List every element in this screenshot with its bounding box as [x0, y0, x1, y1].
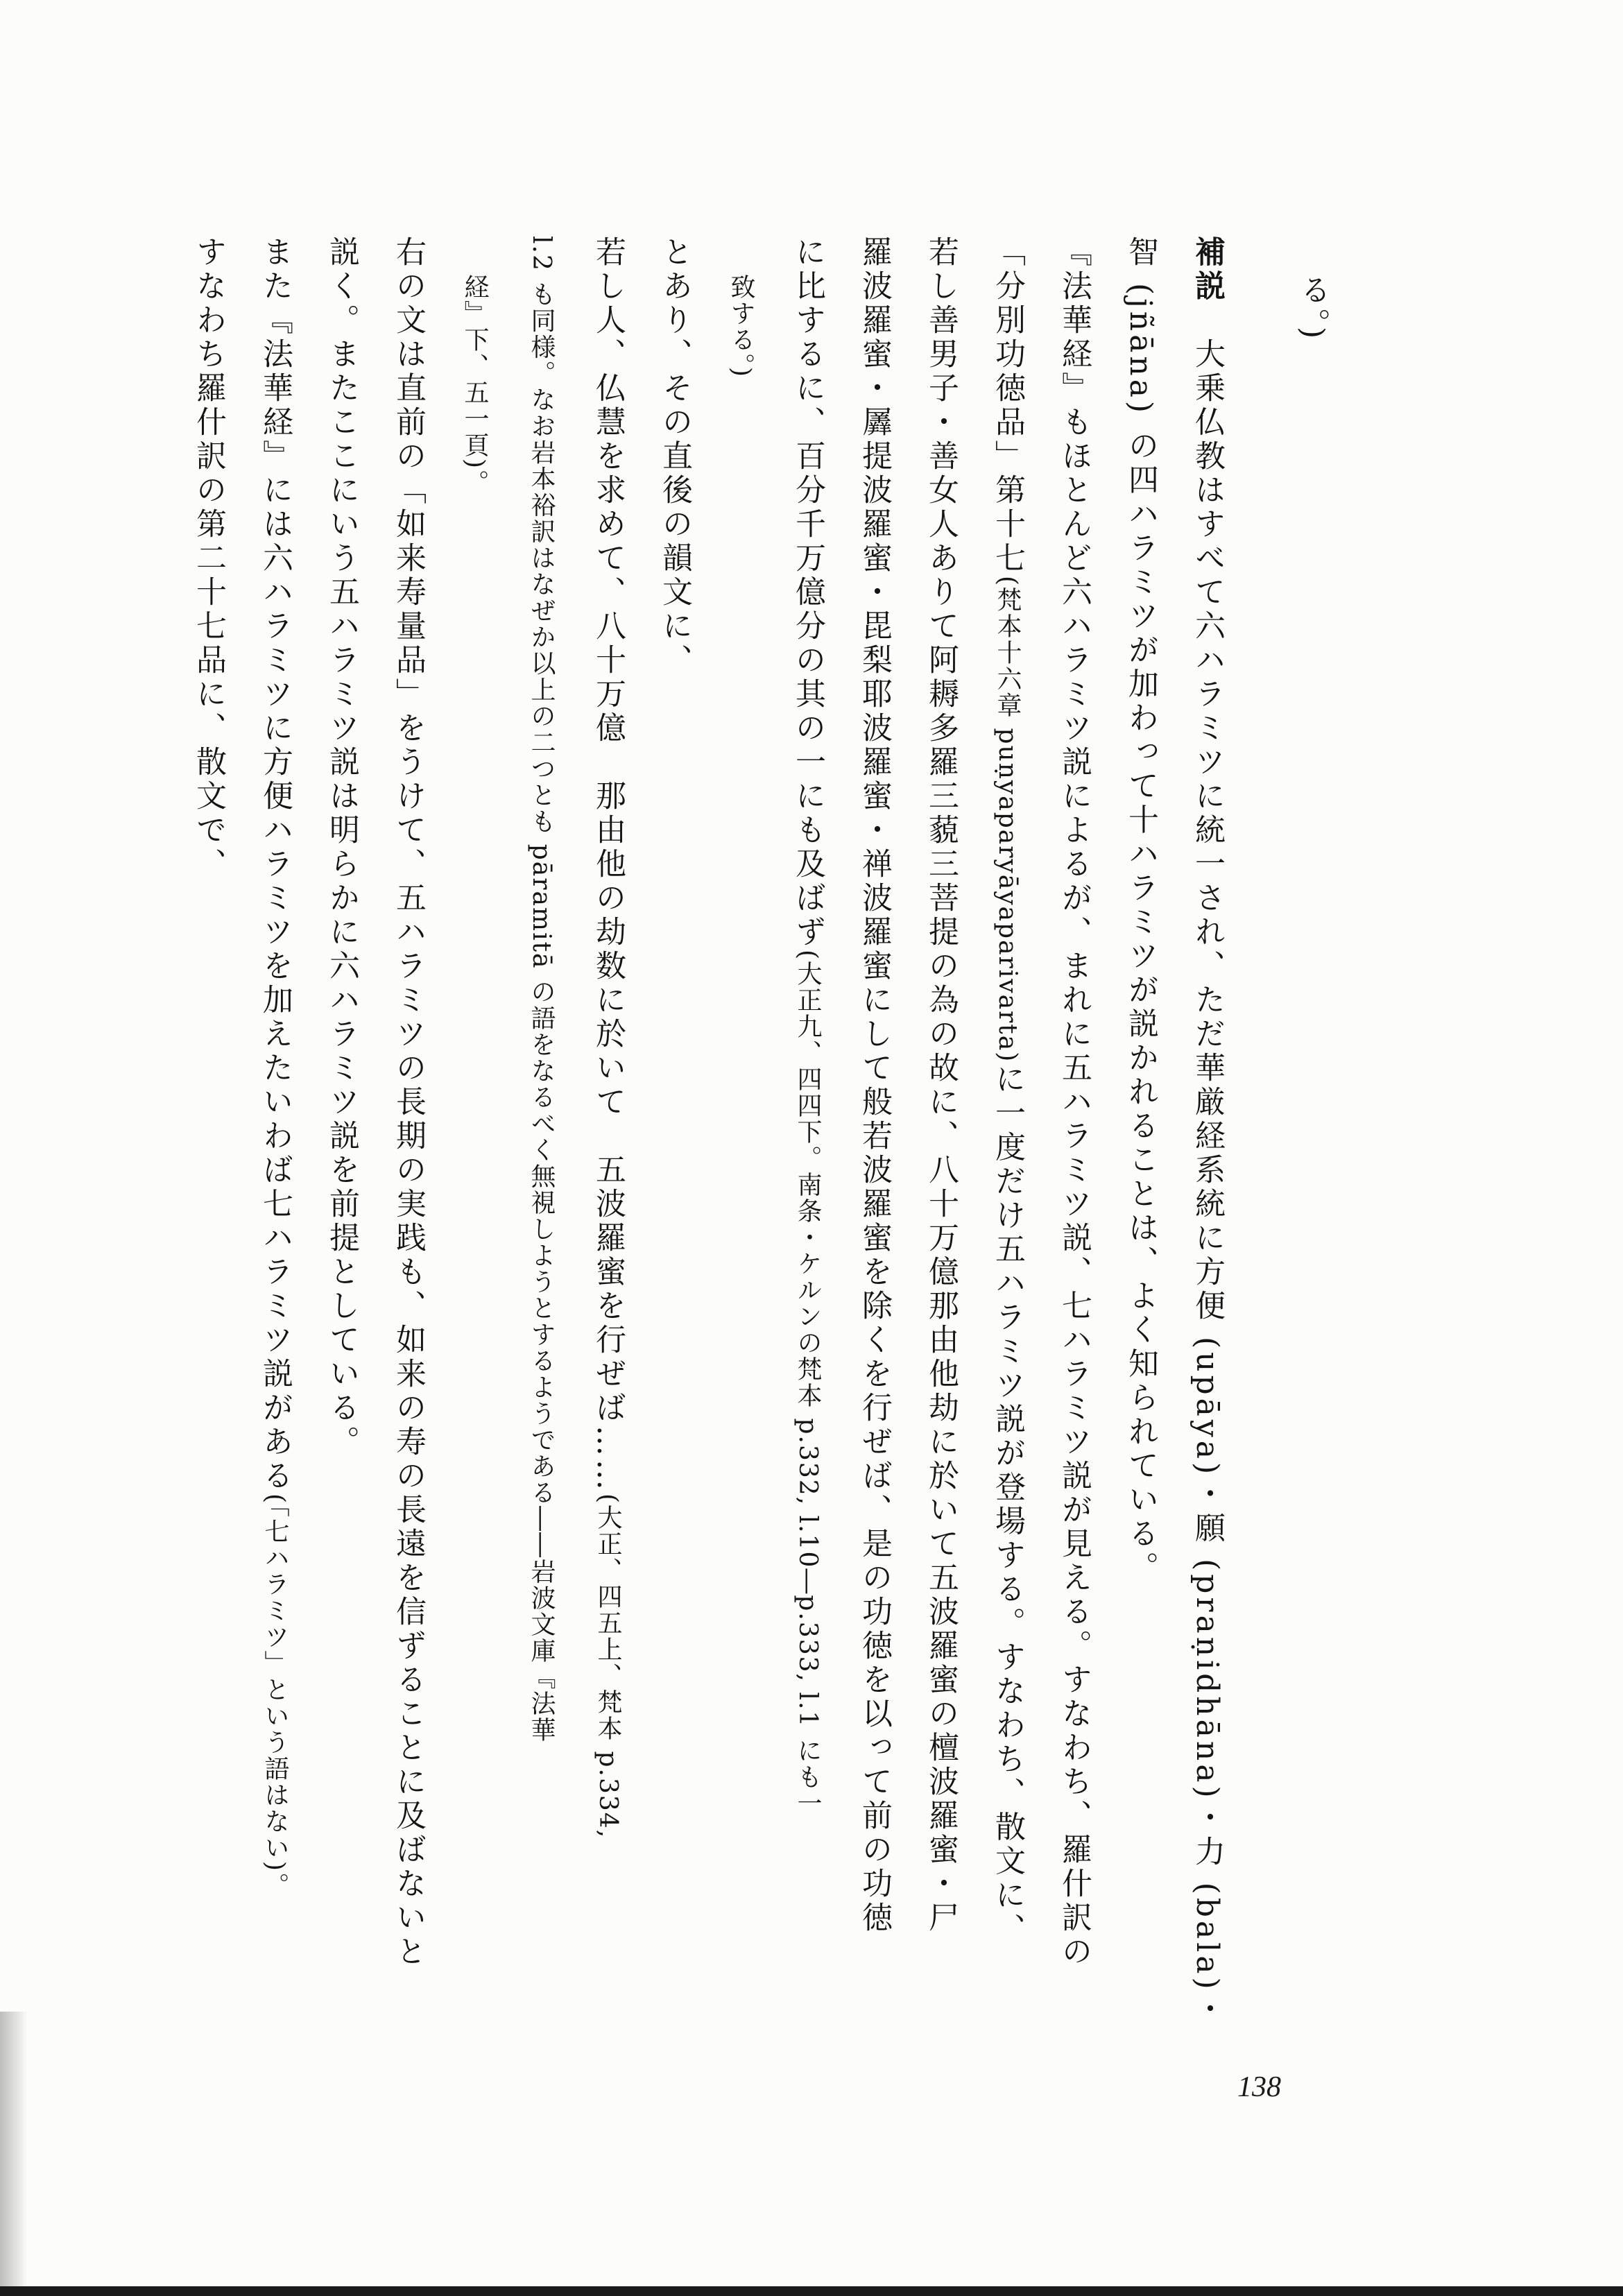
page-number: 138 — [1237, 2071, 1281, 2103]
column-text: すなわち羅什訳の第二十七品に、散文で、 — [191, 236, 226, 882]
text-column-4 — [1056, 236, 1092, 1969]
column-text: 『法華経』もほとんど六ハラミツ説によるが、まれに五ハラミツ説、七ハラミツ説が見える。すなわち、羅什訳の — [1056, 236, 1092, 1969]
column-text: 「分別功徳品」第十七 — [990, 236, 1025, 576]
text-column-8 — [792, 236, 823, 1817]
column-text: とあり、その直後の韻文に、 — [657, 236, 692, 678]
column-note: l.2 も同様。なお岩本裕訳はなぜか以上の二つとも pāramitā の語をなるべく無視しようとするようである――岩波文庫『法華 — [527, 236, 556, 1743]
text-column-15 — [326, 236, 357, 1459]
column-text: 若し人、仏慧を求めて、八十万億 那由他の劫数に於いて 五波羅蜜を行ぜば…… — [590, 236, 626, 1493]
column-text: また『法華経』には六ハラミツに方便ハラミツを加えたいわば七ハラミツ説がある — [257, 236, 293, 1493]
column-note: (梵本十六章 puṇyaparyāyaparivarta) — [993, 576, 1022, 1063]
text-column-1 — [1297, 274, 1328, 342]
text-column-5 — [990, 236, 1025, 1947]
text-column-11 — [590, 236, 626, 1840]
column-text: 大乗仏教はすべて六ハラミツに統一され、ただ華厳経系統に方便 (upāya)・願 (praṇidhāna)・力 (bala)・ — [1190, 304, 1225, 2027]
text-column-3 — [1125, 236, 1156, 1585]
text-column-17 — [191, 236, 226, 882]
column-note: 致する。) — [727, 274, 755, 379]
column-note: 経』下、五一頁)。 — [461, 274, 489, 497]
scan-bottom-border — [0, 2286, 1623, 2296]
column-text: 智 (jñāna) の四ハラミツが加わって十ハラミツが説かれることは、よく知られている。 — [1123, 236, 1158, 1586]
column-text: 羅波羅蜜・羼提波羅蜜・毘梨耶波羅蜜・禅波羅蜜にして般若波羅蜜を除くを行ぜば、是の功徳を以って前の功徳 — [857, 236, 892, 1935]
column-text: 若し善男子・善女人ありて阿耨多羅三藐三菩提の為の故に、八十万億那由他劫に於いて五波羅蜜の檀波羅蜜・尸 — [923, 236, 959, 1935]
text-column-9 — [725, 274, 756, 378]
column-text: る。) — [1295, 274, 1330, 343]
text-column-13 — [459, 274, 490, 496]
column-text-after: に一度だけ五ハラミツ説が登場する。すなわち、散文に、 — [990, 1063, 1025, 1947]
text-column-12 — [526, 236, 556, 1743]
text-column-7 — [857, 236, 892, 1935]
column-text: に比するに、百分千万億分の其の一にも及ばず — [790, 236, 825, 950]
column-note: (大正、四五上、梵本 p.334, — [594, 1493, 622, 1840]
supplement-heading: 補説 — [1190, 236, 1225, 304]
text-column-2 — [1190, 236, 1225, 2027]
text-column-10 — [657, 236, 692, 678]
column-note: (大正九、四四下。南条・ケルンの梵本 p.332, l.10―p.333, l.1 にも一 — [793, 950, 822, 1817]
column-text: 右の文は直前の「如来寿量品」をうけて、五ハラミツの長期の実践も、如来の寿の長遠を信ずることに及ばないと — [390, 236, 426, 1969]
text-column-16 — [257, 236, 293, 1899]
text-column-14 — [390, 236, 426, 1969]
column-text: 説く。またここにいう五ハラミツ説は明らかに六ハラミツ説を前提としている。 — [324, 236, 359, 1459]
column-note: (「七ハラミツ」という語はない)。 — [261, 1493, 289, 1899]
text-column-6 — [923, 236, 959, 1935]
scan-edge-shadow — [0, 2012, 28, 2289]
